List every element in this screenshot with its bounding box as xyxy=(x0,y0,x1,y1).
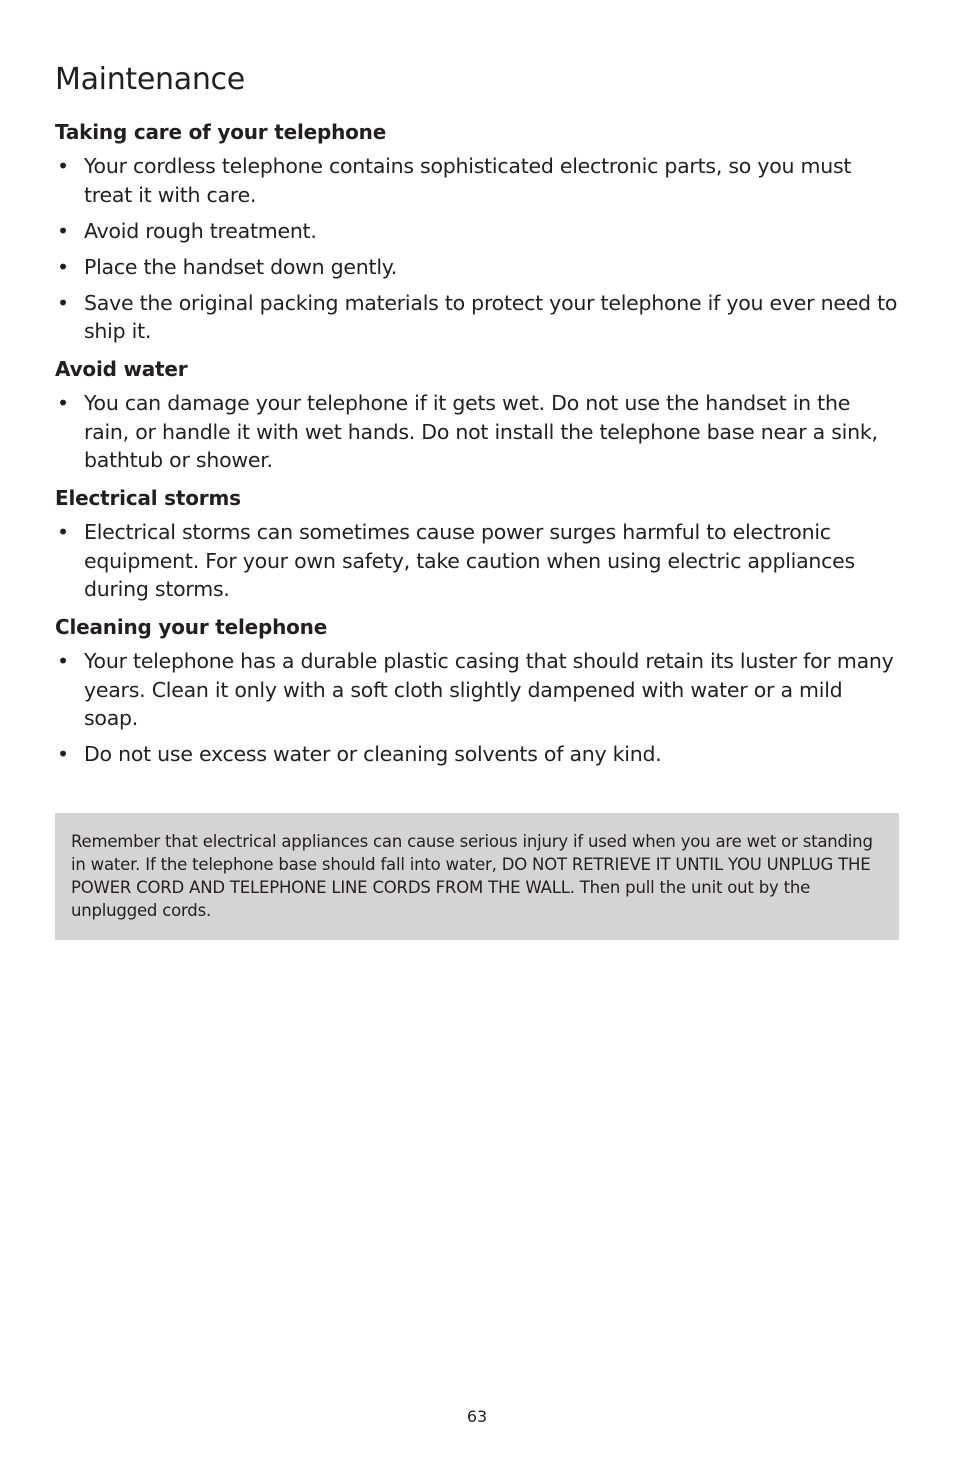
list-item xyxy=(55,217,900,246)
section-electrical-storms xyxy=(55,482,900,604)
warning-text: Remember that electrical appliances can cause serious injury if used when you are wet or standing in water. If the telephone base should fall into water, DO NOT RETRIEVE IT UNTIL YOU UNPLUG THE POWER CORD AND TELEPHONE LINE CORDS FROM THE WALL. Then pull the unit out by the unplugged cords. xyxy=(71,832,873,920)
section-heading: Cleaning your telephone xyxy=(55,615,328,639)
list-item xyxy=(55,647,900,733)
page-number: 63 xyxy=(466,1407,488,1426)
list-item xyxy=(55,518,900,604)
bullet-list xyxy=(55,647,900,769)
bullet-list xyxy=(55,389,900,475)
list-item-text: Your cordless telephone contains sophisticated electronic parts, so you must treat it with care. xyxy=(84,154,852,207)
section-avoid-water xyxy=(55,353,900,475)
bullet-icon: • xyxy=(57,254,69,279)
list-item xyxy=(55,253,900,282)
section-heading: Electrical storms xyxy=(55,486,241,510)
list-item-text: Do not use excess water or cleaning solvents of any kind. xyxy=(84,742,662,766)
list-item-text: Avoid rough treatment. xyxy=(84,218,317,243)
list-item xyxy=(55,740,900,769)
section-heading: Avoid water xyxy=(55,357,188,381)
bullet-icon: • xyxy=(57,742,69,766)
list-item xyxy=(55,152,900,209)
list-item xyxy=(55,389,900,475)
bullet-list xyxy=(55,152,900,346)
bullet-icon: • xyxy=(57,218,69,243)
warning-box xyxy=(55,813,899,940)
list-item-text: Your telephone has a durable plastic casing that should retain its luster for many years. Clean it only with a soft cloth slightly dampened with water or a mild soap. xyxy=(84,649,894,730)
section-heading: Taking care of your telephone xyxy=(55,120,387,144)
page-title: Maintenance xyxy=(55,62,245,97)
section-cleaning xyxy=(55,611,900,769)
list-item-text: Electrical storms can sometimes cause power surges harmful to electronic equipment. For your own safety, take caution when using electric appliances during storms. xyxy=(84,520,855,601)
bullet-list xyxy=(55,518,900,604)
list-item-text: Place the handset down gently. xyxy=(84,254,397,279)
maintenance-content xyxy=(55,116,900,776)
list-item-text: You can damage your telephone if it gets wet. Do not use the handset in the rain, or handle it with wet hands. Do not install the telephone base near a sink, bathtub or shower. xyxy=(84,391,878,472)
bullet-icon: • xyxy=(57,649,69,673)
section-taking-care xyxy=(55,116,900,346)
bullet-icon: • xyxy=(57,391,69,415)
bullet-icon: • xyxy=(57,520,69,544)
bullet-icon: • xyxy=(57,154,69,178)
list-item xyxy=(55,289,900,346)
list-item-text: Save the original packing materials to protect your telephone if you ever need to ship it. xyxy=(84,290,898,343)
bullet-icon: • xyxy=(57,290,69,315)
